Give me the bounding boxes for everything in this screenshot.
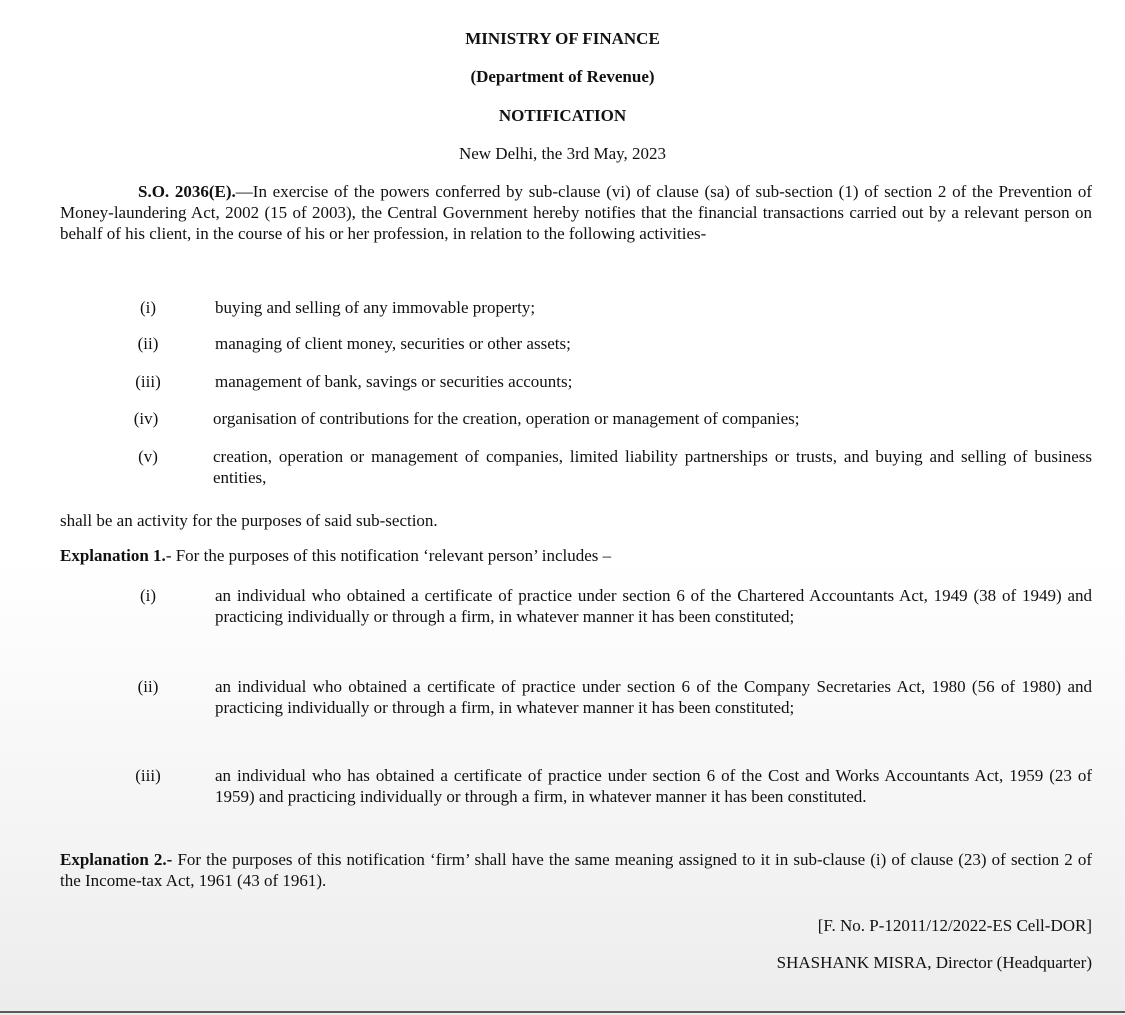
activity-text: managing of client money, securities or other assets; — [215, 334, 571, 353]
activity-text: management of bank, savings or securities accounts; — [215, 372, 573, 391]
explanation-1-intro — [60, 545, 611, 566]
relevant-person-number: (iii) — [135, 766, 161, 785]
activity-number: (ii) — [137, 334, 159, 353]
activity-number: (iii) — [135, 372, 161, 391]
notification-date: New Delhi, the 3rd May, 2023 — [458, 144, 667, 163]
relevant-person-number: (i) — [139, 586, 157, 605]
explanation-1-text: - For the purposes of this notification ‘relevant person’ includes – — [165, 546, 612, 565]
activity-text: creation, operation or management of companies, limited liability partnerships or trusts, and buying and selling of business entities, — [213, 447, 1092, 487]
activity-number: (iv) — [133, 409, 159, 428]
relevant-person-text: an individual who has obtained a certificate of practice under section 6 of the Cost and Works Accountants Act, 1959 (23 of 1959) and practicing individually or through a firm, in whatever manner it has been constituted. — [215, 766, 1092, 806]
preamble-paragraph — [60, 181, 1092, 244]
activity-text: organisation of contributions for the creation, operation or management of companies; — [213, 409, 800, 428]
notification-heading: NOTIFICATION — [498, 106, 627, 125]
explanation-2-text: For the purposes of this notification ‘firm’ shall have the same meaning assigned to it in sub-clause (i) of clause (23) of section 2 of the Income-tax Act, 1961 (43 of 1961). — [60, 850, 1092, 890]
signatory: SHASHANK MISRA, Director (Headquarter) — [776, 953, 1092, 972]
activity-number: (i) — [139, 298, 157, 317]
activity-number: (v) — [138, 447, 158, 466]
department-heading: (Department of Revenue) — [470, 67, 655, 86]
relevant-person-text: an individual who obtained a certificate of practice under section 6 of the Company Secretaries Act, 1980 (56 of 1980) and practicing individually or through a firm, in whatever manner it has been constituted; — [215, 677, 1092, 717]
bottom-divider — [0, 1011, 1125, 1013]
activities-closing-text: shall be an activity for the purposes of said sub-section. — [60, 511, 438, 530]
explanation-2-paragraph — [60, 849, 1092, 891]
explanation-2-label: Explanation 2.- — [60, 850, 173, 869]
preamble-text: —In exercise of the powers conferred by sub-clause (vi) of clause (sa) of sub-section (1) of section 2 of the Prevention of Money-laundering Act, 2002 (15 of 2003), the Central Government hereby notifies that the financial transactions carried out by a relevant person on behalf of his client, in the course of his or her profession, in relation to the following activities- — [60, 182, 1092, 243]
file-number: [F. No. P-12011/12/2022-ES Cell-DOR] — [817, 916, 1092, 935]
relevant-person-number: (ii) — [137, 677, 159, 696]
so-number: S.O. 2036(E). — [138, 182, 236, 201]
ministry-heading: MINISTRY OF FINANCE — [465, 29, 660, 48]
explanation-1-label: Explanation 1. — [60, 546, 166, 565]
activity-text: buying and selling of any immovable property; — [215, 298, 536, 317]
relevant-person-text: an individual who obtained a certificate of practice under section 6 of the Chartered Accountants Act, 1949 (38 of 1949) and practicing individually or through a firm, in whatever manner it has been constituted; — [215, 586, 1092, 626]
